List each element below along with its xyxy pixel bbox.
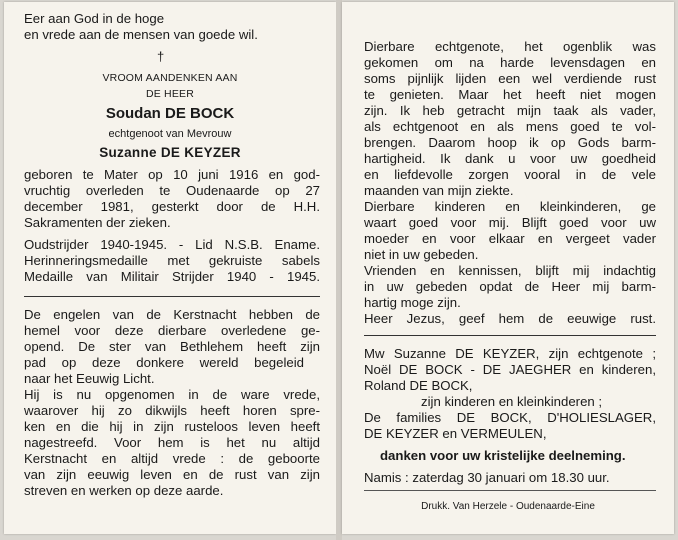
text-line: als echtgenoot en als mens goed te vol- xyxy=(364,119,656,134)
text-line: in uw gebeden opdat de Heer mij barm- xyxy=(364,279,656,294)
text-line: hemel voor deze dierbare overledene ge- xyxy=(24,323,320,338)
family-line: De families DE BOCK, D'HOLIESLAGER, xyxy=(364,410,656,425)
text-line: van zijn eeuwig leven en de rust van zijn xyxy=(24,467,320,482)
text-line: Vrienden en kennissen, blijft mij indachtig xyxy=(364,263,656,278)
bio-line: vruchtig overleden te Oudenaarde op 27 xyxy=(24,183,320,198)
honors-line: Herinneringsmedaille met gekruiste sabels xyxy=(24,253,320,268)
text-line: moeder en voor elkaar en vergeet vader xyxy=(364,231,656,246)
text-line: pad op deze donkere wereld begeleid xyxy=(24,355,304,370)
left-page xyxy=(4,2,336,534)
text-line: naar het Eeuwig Licht. xyxy=(24,371,155,386)
text-line: streven en werken op deze aarde. xyxy=(24,483,224,498)
text-line: opend. De ster van Bethlehem heeft zijn xyxy=(24,339,320,354)
text-line: zijn. Ik heb getracht mijn taak als vader, xyxy=(364,103,656,118)
text-line: De engelen van de Kerstnacht hebben de xyxy=(24,307,320,322)
family-line: Mw Suzanne DE KEYZER, zijn echtgenote ; xyxy=(364,346,656,361)
right-page xyxy=(342,2,674,534)
bio-line: geboren te Mater op 10 juni 1916 en god- xyxy=(24,167,320,182)
spouse-name: Suzanne DE KEYZER xyxy=(99,145,241,160)
text-line: hartigheid. Ik dank u voor uw goedheid xyxy=(364,151,656,166)
honors-line: Medaille van Militair Strijder 1940 - 1945. xyxy=(24,269,320,284)
cross-icon: † xyxy=(157,49,165,64)
text-line: Hij is nu opgenomen in de ware vrede, xyxy=(24,387,320,402)
text-line: Heer Jezus, geef hem de eeuwige rust. xyxy=(364,311,656,326)
text-line: en liefdevolle zorgen vooral in de vele xyxy=(364,167,656,182)
memorial-heading: VROOM AANDENKEN AAN xyxy=(102,72,238,84)
thanks-line: danken voor uw kristelijke deelneming. xyxy=(380,448,626,463)
deceased-name: Soudan DE BOCK xyxy=(105,105,235,122)
text-line: hartig moge zijn. xyxy=(364,295,461,310)
text-line: niet in uw gebeden. xyxy=(364,247,479,262)
text-line: brengen. Daarom hoop ik op Gods barm- xyxy=(364,135,656,150)
text-line: Dierbare echtgenote, het ogenblik was xyxy=(364,39,656,54)
family-line: zijn kinderen en kleinkinderen ; xyxy=(421,394,603,409)
divider xyxy=(24,296,320,297)
bio-line: Sakramenten der zieken. xyxy=(24,215,171,230)
spouse-intro: echtgenoot van Mevrouw xyxy=(108,128,232,140)
text-line: soms pijnlijk lijden een wel verdiende rust xyxy=(364,71,656,86)
text-line: Dierbare kinderen en kleinkinderen, ge xyxy=(364,199,656,214)
text-line: gekomen om na harde levensdagen en xyxy=(364,55,656,70)
divider xyxy=(364,335,656,336)
bio-line: december 1981, gesterkt door de H.H. xyxy=(24,199,320,214)
family-line: Noël DE BOCK - DE JAEGHER en kinderen, xyxy=(364,362,656,377)
text-line: te genieten. Maar het heeft niet mogen xyxy=(364,87,656,102)
printer-line: Drukk. Van Herzele - Oudenaarde-Eine xyxy=(421,501,595,512)
text-line: waarover hij zo dikwijls heeft horen spre- xyxy=(24,403,320,418)
verse-line-1: Eer aan God in de hoge xyxy=(24,11,165,26)
family-line: DE KEYZER en VERMEULEN, xyxy=(364,426,547,441)
text-line: Kerstnacht en altijd vrede : de geboorte xyxy=(24,451,320,466)
date-place-line: Namis : zaterdag 30 januari om 18.30 uur. xyxy=(364,470,610,485)
verse-line-2: en vrede aan de mensen van goede wil. xyxy=(24,27,258,42)
text-line: ken en die hij in zijn rusteloos leven heeft xyxy=(24,419,320,434)
memorial-subheading: DE HEER xyxy=(145,88,195,100)
honors-line: Oudstrijder 1940-1945. - Lid N.S.B. Ename. xyxy=(24,237,320,252)
text-line: maanden van mijn ziekte. xyxy=(364,183,514,198)
divider xyxy=(364,490,656,491)
text-line: waart goed voor mij. Blijft goed voor uw xyxy=(364,215,656,230)
text-line: nagestreefd. Voor hem is het nu altijd xyxy=(24,435,320,450)
family-line: Roland DE BOCK, xyxy=(364,378,473,393)
